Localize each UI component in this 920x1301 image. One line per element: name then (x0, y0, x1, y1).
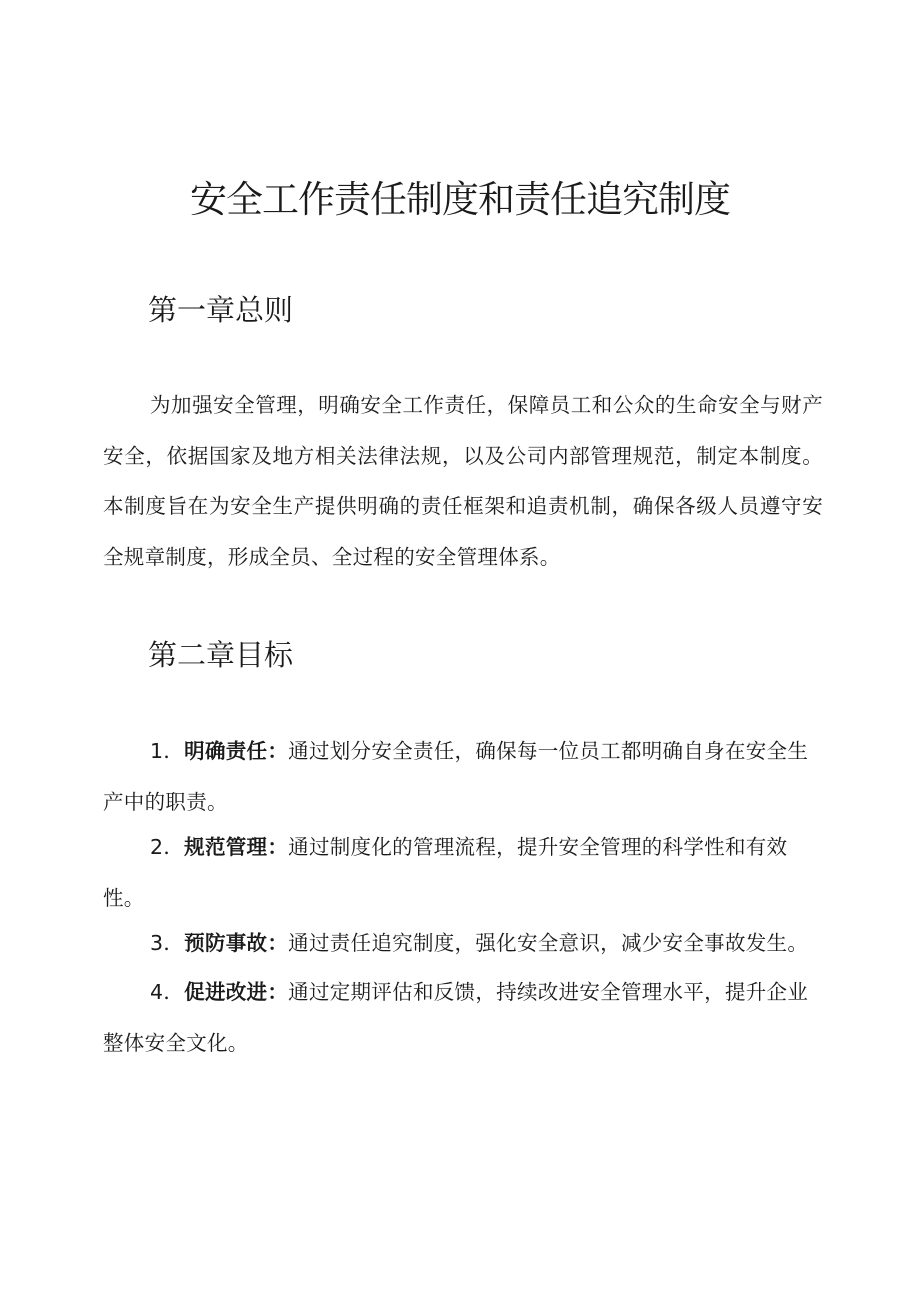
goal-label: 预防事故： (184, 931, 289, 955)
goal-number: 2． (150, 835, 185, 859)
goal-item-2 (103, 822, 823, 923)
document-title: 安全工作责任制度和责任追究制度 (190, 178, 730, 221)
goal-number: 4． (150, 980, 185, 1004)
goal-text: 通过定期评估和反馈，持续改进安全管理水平，提升企业整体安全文化。 (103, 980, 809, 1055)
chapter-1-heading: 第一章总则 (148, 293, 294, 327)
goal-number: 1． (150, 739, 185, 763)
goal-text: 通过制度化的管理流程，提升安全管理的科学性和有效性。 (103, 835, 788, 910)
goal-text: 通过划分安全责任，确保每一位员工都明确自身在安全生产中的职责。 (103, 739, 809, 814)
goal-label: 规范管理： (184, 835, 289, 859)
goal-item-4 (103, 967, 823, 1068)
goal-item-3 (103, 918, 823, 969)
chapter-2-heading: 第二章目标 (148, 638, 294, 672)
chapter-1-paragraph: 为加强安全管理，明确安全工作责任，保障员工和公众的生命安全与财产安全，依据国家及地方相关法律法规，以及公司内部管理规范，制定本制度。本制度旨在为安全生产提供明确的责任框架和追责机制，确保各级人员遵守安全规章制度，形成全员、全过程的安全管理体系。 (103, 393, 823, 569)
goal-label: 促进改进： (184, 980, 289, 1004)
goal-label: 明确责任： (184, 739, 289, 763)
goal-number: 3． (150, 931, 185, 955)
goal-item-1 (103, 726, 823, 827)
goal-text: 通过责任追究制度，强化安全意识，减少安全事故发生。 (288, 931, 809, 955)
